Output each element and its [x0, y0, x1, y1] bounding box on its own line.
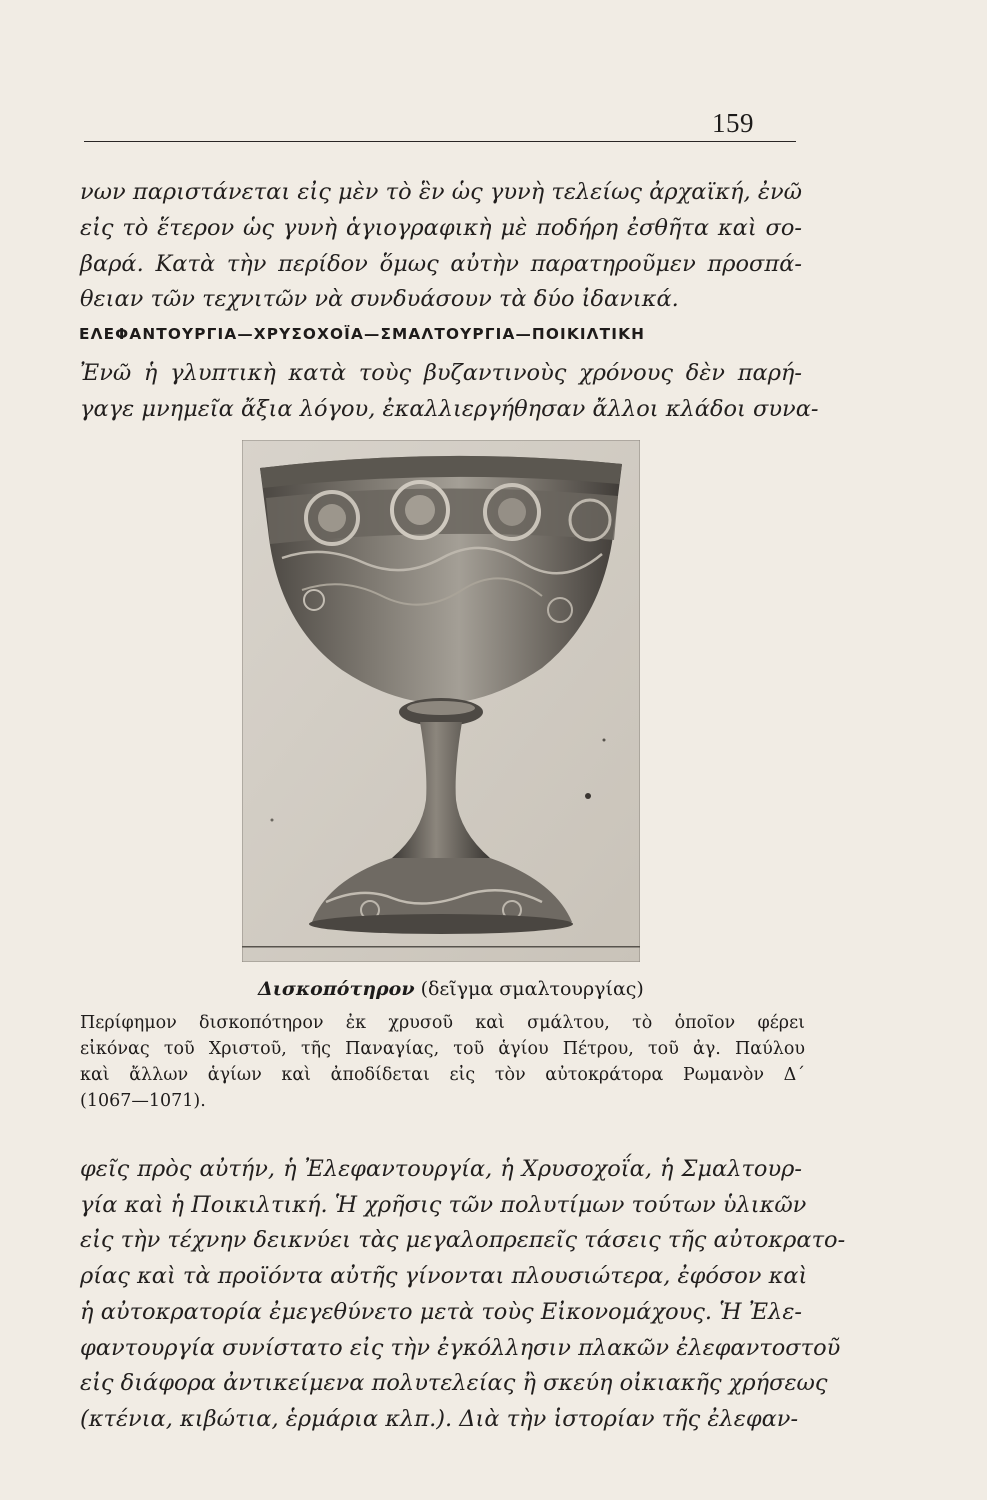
- paragraph-1: [80, 175, 802, 318]
- text-line: εἰς τὸ ἕτερον ὡς γυνὴ ἁγιογραφικὴ μὲ ποδήρη ἐσθῆτα καὶ σο-: [80, 214, 802, 241]
- caption-line: (1067—1071).: [80, 1091, 206, 1111]
- caption-line: καὶ ἄλλων ἁγίων καὶ ἀποδίδεται εἰς τὸν αὐτοκράτορα Ρωμανὸν Δ΄: [80, 1065, 805, 1085]
- text-line: γαγε μνημεῖα ἄξια λόγου, ἐκαλλιεργήθησαν ἄλλοι κλάδοι συνα-: [80, 395, 819, 422]
- page-number: 159: [712, 108, 754, 138]
- text-line: θειαν τῶν τεχνιτῶν νὰ συνδυάσουν τὰ δύο ἰδανικά.: [80, 286, 679, 313]
- caption-body: [80, 1010, 805, 1114]
- text-line: γία καὶ ἡ Ποικιλτική. Ἡ χρῆσις τῶν πολυτίμων τούτων ὑλικῶν: [80, 1191, 807, 1218]
- text-line: (κτένια, κιβώτια, ἑρμάρια κλπ.). Διὰ τὴν ἱστορίαν τῆς ἐλεφαν-: [80, 1405, 799, 1432]
- text-line: φεῖς πρὸς αὐτήν, ἡ Ἐλεφαντουργία, ἡ Χρυσοχοΐα, ἡ Σμαλτουρ-: [80, 1156, 802, 1182]
- caption-line: εἰκόνας τοῦ Χριστοῦ, τῆς Παναγίας, τοῦ ἁγίου Πέτρου, τοῦ ἀγ. Παύλου: [80, 1039, 805, 1059]
- text-line: βαρά. Κατὰ τὴν περίδον ὅμως αὐτὴν παρατηροῦμεν προσπά-: [80, 250, 802, 277]
- paragraph-2: [80, 356, 819, 428]
- caption-title: Δισκοπότηρον: [258, 978, 415, 1000]
- chalice-illustration: [242, 440, 640, 962]
- caption-line: Περίφημον δισκοπότηρον ἐκ χρυσοῦ καὶ σμάλτου, τὸ ὁποῖον φέρει: [80, 1013, 805, 1033]
- section-heading: ΕΛΕΦΑΝΤΟΥΡΓΙΑ—ΧΡΥΣΟΧΟΪΑ—ΣΜΑΛΤΟΥΡΓΙΑ—ΠΟΙΚΙΛΤΙΚΗ: [79, 325, 646, 343]
- text-line: Ἐνῶ ἡ γλυπτικὴ κατὰ τοὺς βυζαντινοὺς χρόνους δὲν παρή-: [80, 360, 802, 386]
- caption-subtitle: (δεῖγμα σμαλτουργίας): [420, 978, 644, 1000]
- caption-title-line: [258, 978, 644, 1000]
- text-line: φαντουργία συνίστατο εἰς τὴν ἐγκόλλησιν πλακῶν ἐλεφαντοστοῦ: [80, 1334, 841, 1361]
- header-rule: [84, 141, 796, 142]
- paragraph-3: [80, 1152, 846, 1438]
- text-line: εἰς διάφορα ἀντικείμενα πολυτελείας ἢ σκεύη οἰκιακῆς χρήσεως: [80, 1370, 828, 1397]
- text-line: εἰς τὴν τέχνην δεικνύει τὰς μεγαλοπρεπεῖς τάσεις τῆς αὐτοκρατο-: [80, 1227, 846, 1254]
- text-line: νων παριστάνεται εἰς μὲν τὸ ἓν ὡς γυνὴ τελείως ἀρχαϊκή, ἐνῶ: [80, 179, 802, 205]
- text-line: ρίας καὶ τὰ προϊόντα αὐτῆς γίνονται πλουσιώτερα, ἐφόσον καὶ: [80, 1263, 808, 1290]
- chalice-figure: [242, 440, 640, 962]
- text-line: ἡ αὐτοκρατορία ἐμεγεθύνετο μετὰ τοὺς Εἰκονομάχους. Ἡ Ἐλε-: [80, 1298, 802, 1325]
